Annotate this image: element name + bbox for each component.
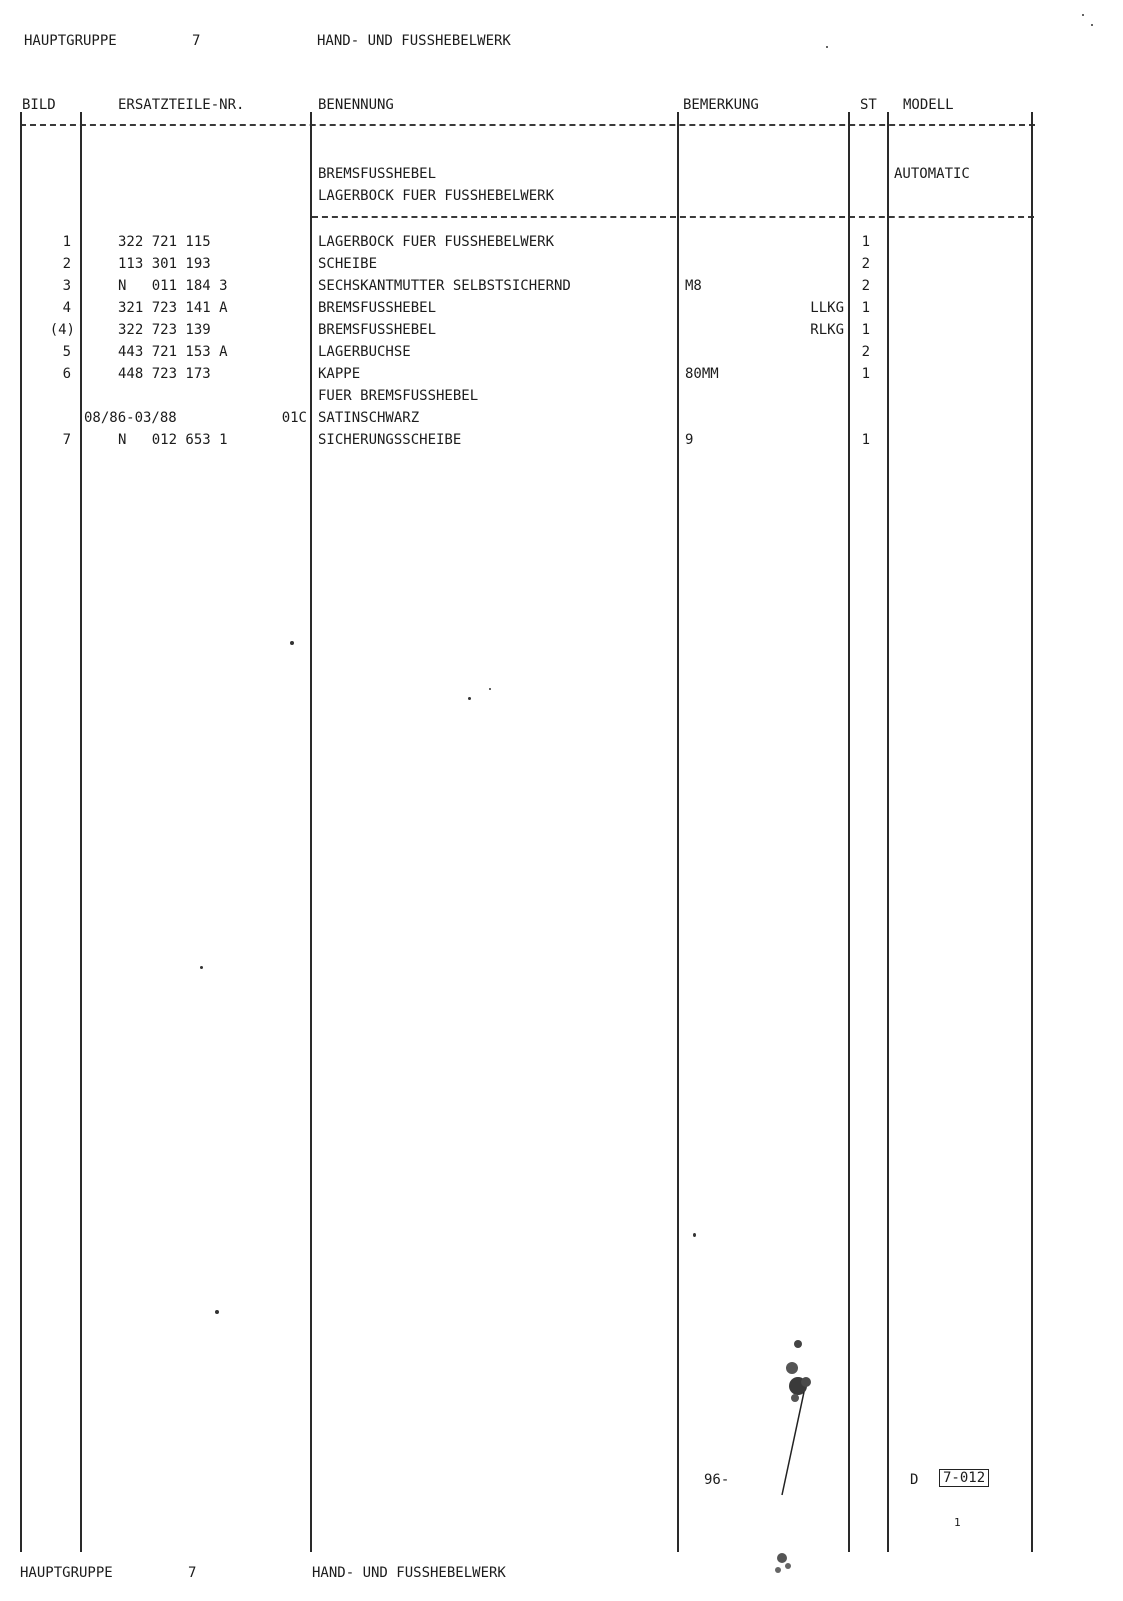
part-variant: RLKG bbox=[810, 322, 844, 338]
speck bbox=[468, 697, 471, 700]
date-range: 08/86-03/88 bbox=[84, 410, 177, 426]
bild-number: 7 bbox=[62, 432, 71, 448]
section-rule bbox=[312, 216, 1034, 220]
quantity: 2 bbox=[861, 278, 870, 294]
speck bbox=[693, 1233, 696, 1237]
group-number: 7 bbox=[192, 33, 201, 49]
col-header-ersatzteile-nr: ERSATZTEILE-NR. bbox=[118, 97, 245, 113]
part-remark: M8 bbox=[685, 278, 702, 294]
part-number: 321 723 141 A bbox=[118, 300, 228, 316]
part-number: N 011 184 3 bbox=[118, 278, 228, 294]
speck bbox=[1091, 24, 1093, 26]
bild-number: 2 bbox=[62, 256, 71, 272]
column-divider bbox=[20, 112, 22, 1552]
column-divider bbox=[677, 112, 679, 1552]
part-name: LAGERBUCHSE bbox=[318, 344, 411, 360]
language-code: D bbox=[910, 1472, 919, 1488]
group-label: HAUPTGRUPPE bbox=[20, 1565, 113, 1581]
speck bbox=[1082, 14, 1084, 16]
column-divider bbox=[80, 112, 82, 1552]
speck bbox=[200, 966, 203, 969]
page-code-box: 7-012 bbox=[939, 1469, 989, 1487]
col-header-benennung: BENENNUNG bbox=[318, 97, 394, 113]
quantity: 2 bbox=[861, 256, 870, 272]
column-divider bbox=[310, 112, 312, 1552]
part-name: LAGERBOCK FUER FUSSHEBELWERK bbox=[318, 234, 555, 250]
column-divider bbox=[848, 112, 850, 1552]
part-number: 322 721 115 bbox=[118, 234, 211, 250]
part-name: BREMSFUSSHEBEL bbox=[318, 300, 437, 316]
part-name: KAPPE bbox=[318, 366, 361, 382]
part-variant: LLKG bbox=[810, 300, 844, 316]
quantity: 1 bbox=[861, 300, 870, 316]
part-name: SATINSCHWARZ bbox=[318, 410, 420, 426]
part-remark: 80MM bbox=[685, 366, 719, 382]
section-subtitle: LAGERBOCK FUER FUSSHEBELWERK bbox=[318, 188, 555, 204]
col-header-bild: BILD bbox=[22, 97, 56, 113]
section-modell: AUTOMATIC bbox=[894, 166, 970, 182]
part-number: N 012 653 1 bbox=[118, 432, 228, 448]
header-rule bbox=[20, 124, 1035, 128]
footer-mark: 1 bbox=[954, 1516, 961, 1529]
speck bbox=[489, 688, 491, 690]
col-header-st: ST bbox=[860, 97, 877, 113]
column-divider bbox=[887, 112, 889, 1552]
part-number: 443 721 153 A bbox=[118, 344, 228, 360]
color-code: 01C bbox=[281, 410, 307, 426]
part-number: 322 723 139 bbox=[118, 322, 211, 338]
speck bbox=[215, 1310, 219, 1314]
column-divider bbox=[1031, 112, 1033, 1552]
part-number: 113 301 193 bbox=[118, 256, 211, 272]
part-name: BREMSFUSSHEBEL bbox=[318, 322, 437, 338]
part-name: SICHERUNGSSCHEIBE bbox=[318, 432, 462, 448]
speck bbox=[826, 46, 828, 48]
ink-blot-icon bbox=[740, 1330, 830, 1600]
quantity: 1 bbox=[861, 322, 870, 338]
section-title: BREMSFUSSHEBEL bbox=[318, 166, 437, 182]
bild-number: (4) bbox=[49, 322, 75, 338]
bild-number: 3 bbox=[62, 278, 71, 294]
part-name: SCHEIBE bbox=[318, 256, 378, 272]
quantity: 1 bbox=[861, 366, 870, 382]
bild-number: 1 bbox=[62, 234, 71, 250]
group-title: HAND- UND FUSSHEBELWERK bbox=[317, 33, 511, 49]
part-remark: 9 bbox=[685, 432, 694, 448]
bild-number: 5 bbox=[62, 344, 71, 360]
quantity: 1 bbox=[861, 432, 870, 448]
page-reference: 96- bbox=[704, 1472, 730, 1488]
quantity: 2 bbox=[861, 344, 870, 360]
part-number: 448 723 173 bbox=[118, 366, 211, 382]
col-header-modell: MODELL bbox=[903, 97, 954, 113]
group-label: HAUPTGRUPPE bbox=[24, 33, 117, 49]
quantity: 1 bbox=[861, 234, 870, 250]
col-header-bemerkung: BEMERKUNG bbox=[683, 97, 759, 113]
part-name: SECHSKANTMUTTER SELBSTSICHERND bbox=[318, 278, 571, 294]
bild-number: 4 bbox=[62, 300, 71, 316]
group-number: 7 bbox=[188, 1565, 197, 1581]
bild-number: 6 bbox=[62, 366, 71, 382]
part-name: FUER BREMSFUSSHEBEL bbox=[318, 388, 479, 404]
group-title: HAND- UND FUSSHEBELWERK bbox=[312, 1565, 506, 1581]
speck bbox=[290, 641, 294, 645]
